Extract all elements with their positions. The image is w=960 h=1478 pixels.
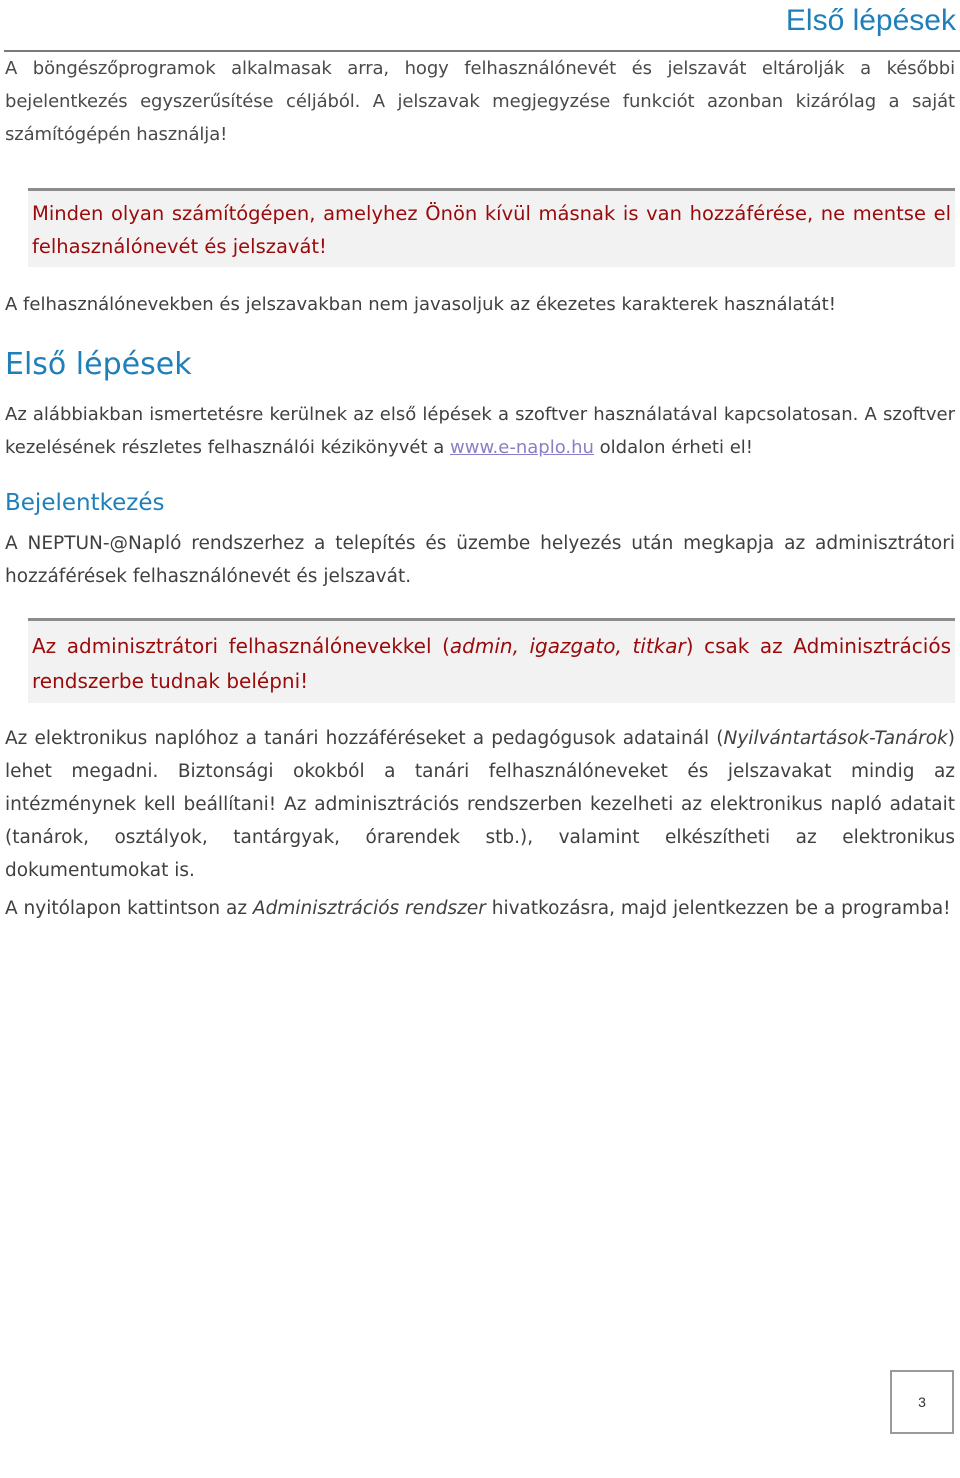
admin-system-link-name: Adminisztrációs rendszer [252,898,486,919]
paragraph-login-instructions [5,892,955,925]
warning-callout-text: Minden olyan számítógépen, amelyhez Önön kívül másnak is van hozzáférése, ne mentse el felhasználónevét és jelszavát! [32,202,951,258]
page-number-box [890,1370,954,1434]
paragraph-admin-credentials: A NEPTUN-@Napló rendszerhez a telepítés és üzembe helyezés után megkapja az adminisztrátori hozzáférések felhasználónevét és jelszavát. [5,533,955,587]
paragraph-accented-characters: A felhasználónevekben és jelszavakban nem javasoljuk az ékezetes karakterek használatát! [5,294,836,315]
subsection-title-login: Bejelentkezés [5,490,165,516]
teacher-text-start: Az elektronikus naplóhoz a tanári hozzáféréseket a pedagógusok adatainál ( [5,728,724,749]
callout2-text-start: Az adminisztrátori felhasználónevekkel ( [32,634,450,658]
login-text-start: A nyitólapon kattintson az [5,898,253,919]
paragraph-browser-passwords: A böngészőprogramok alkalmasak arra, hogy felhasználónevét és jelszavát eltárolják a későbbi bejelentkezés egyszerűsítése céljából. A jelszavak megjegyzése funkciót azonban kizárólag a saját számítógépén használja! [5,58,955,145]
callout2-text-end: ) csak az Adminisztrációs rendszerbe tudnak belépni! [32,634,951,693]
document-body [5,52,955,925]
callout2-admin-names: admin, igazgato, titkar [449,634,686,658]
manual-website-link[interactable]: www.e-naplo.hu [450,437,594,458]
section-title-first-steps: Első lépések [5,347,192,382]
paragraph-teacher-access [5,722,955,887]
teacher-menu-path: Nyilvántartások-Tanárok [723,728,948,749]
paragraph-intro-manual [5,398,955,464]
teacher-text-end: ) lehet megadni. Biztonsági okokból a tanári felhasználóneveket és jelszavakat mindig az intézménynek kell beállítani! Az adminisztrációs rendszerben kezelheti az elektronikus napló adatait (tanárok, osztályok, tantárgyak, órarendek stb.), valamint elkészítheti az elektronikus dokumentumokat is. [5,728,955,881]
intro-text-start: Az alábbiakban ismertetésre kerülnek az első lépések a szoftver használatával kapcsolatosan. A szoftver kezelésének részletes felhasználói kézikönyvét a [5,404,955,458]
page-number: 3 [918,1394,926,1410]
login-text-end: hivatkozásra, majd jelentkezzen be a programba! [485,898,951,919]
warning-callout-admin-accounts [28,618,955,703]
warning-callout-shared-computers [28,188,955,267]
running-header-title: Első lépések [785,4,956,37]
intro-text-end: oldalon érheti el! [593,437,753,458]
